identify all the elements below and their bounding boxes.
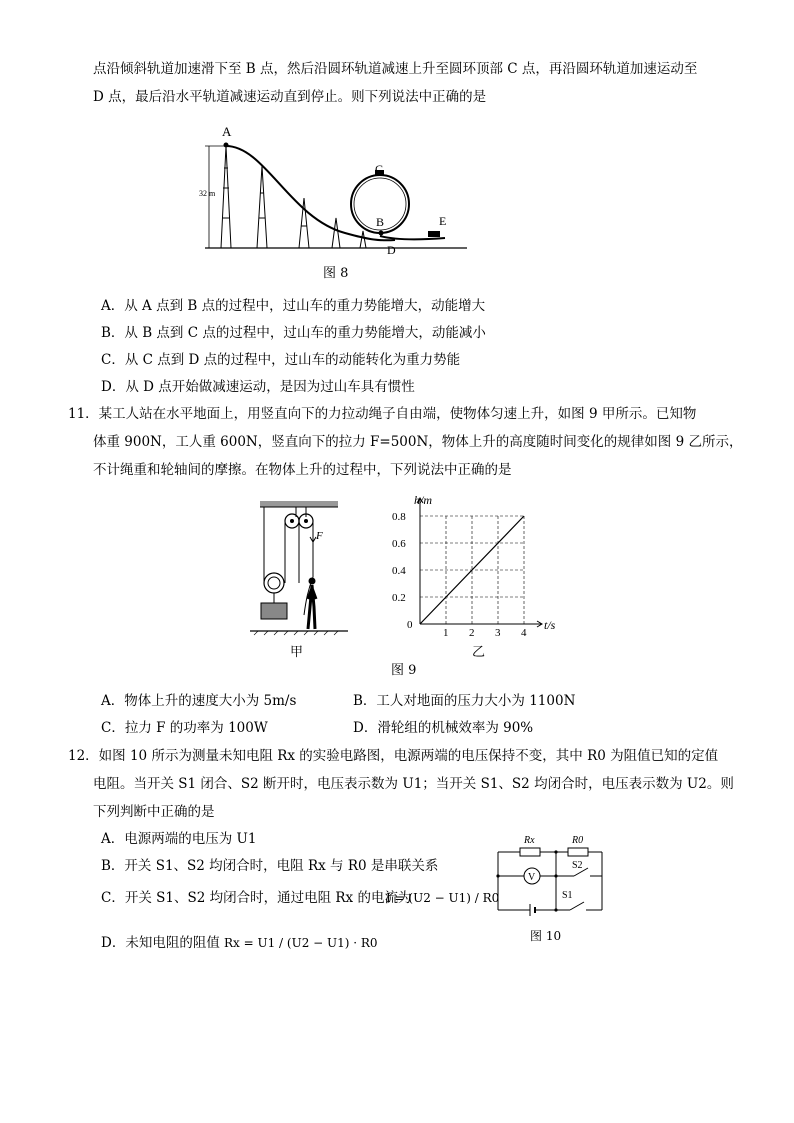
label-A: A bbox=[222, 124, 232, 139]
figure-10-caption: 图 10 bbox=[530, 929, 562, 943]
figure-9-caption: 图 9 bbox=[391, 663, 417, 678]
figure-9-jia-label: 甲 bbox=[290, 645, 304, 660]
figure-9-yi-chart bbox=[385, 492, 565, 642]
x-tick-label: 2 bbox=[469, 627, 475, 639]
figure-9-yi-label: 乙 bbox=[472, 645, 486, 660]
q12-stem-line2: 电阻。当开关 S1 闭合、S2 断开时，电压表示数为 U1；当开关 S1、S2 均闭合时，电压表示数为 U2。则 bbox=[93, 776, 734, 792]
label-R0: R0 bbox=[572, 835, 584, 846]
label-Rx: Rx bbox=[524, 835, 535, 846]
q12-option-c-formula: I = (U2 − U1) / R0 bbox=[386, 891, 500, 905]
label-V: V bbox=[528, 872, 536, 883]
q11-option-b: B．工人对地面的压力大小为 1100N bbox=[353, 693, 576, 709]
label-S2: S2 bbox=[572, 860, 583, 871]
force-label: F bbox=[316, 530, 323, 542]
figure-8-roller-coaster bbox=[195, 118, 475, 258]
q11-stem-line2: 体重 900N，工人重 600N，竖直向下的拉力 F=500N，物体上升的高度随时间变化的规律如图 9 乙所示， bbox=[93, 434, 743, 450]
height-label: 32 m bbox=[199, 189, 216, 198]
q11-option-d: D．滑轮组的机械效率为 90% bbox=[353, 720, 534, 736]
q10-option-d: D．从 D 点开始做减速运动，是因为过山车具有惯性 bbox=[101, 379, 415, 395]
figure-9-jia-pulley bbox=[248, 495, 358, 645]
q12-option-a: A．电源两端的电压为 U1 bbox=[101, 831, 257, 847]
q10-option-c: C．从 C 点到 D 点的过程中，过山车的动能转化为重力势能 bbox=[101, 352, 461, 368]
q12-stem-line3: 下列判断中正确的是 bbox=[93, 804, 215, 820]
q12-option-c: C．开关 S1、S2 均闭合时，通过电阻 Rx 的电流为 bbox=[101, 890, 412, 906]
label-B: B bbox=[376, 215, 385, 229]
label-E: E bbox=[439, 214, 447, 228]
x-tick-label: 3 bbox=[495, 627, 501, 639]
label-D: D bbox=[387, 243, 396, 257]
q12-option-d-formula: Rx = U1 / (U2 − U1) · R0 bbox=[224, 936, 378, 950]
y-tick-label: 0.2 bbox=[392, 592, 406, 604]
q11-stem-line1: 11．某工人站在水平地面上，用竖直向下的力拉动绳子自由端，使物体匀速上升，如图 9 甲所示。已知物 bbox=[68, 406, 697, 422]
y-tick-label: 0.8 bbox=[392, 511, 406, 523]
y-tick-label: 0.4 bbox=[392, 565, 406, 577]
q12-option-b: B．开关 S1、S2 均闭合时，电阻 Rx 与 R0 是串联关系 bbox=[101, 858, 439, 874]
q10-option-a: A．从 A 点到 B 点的过程中，过山车的重力势能增大，动能增大 bbox=[101, 298, 486, 314]
figure-8-caption: 图 8 bbox=[323, 266, 349, 281]
q11-option-c: C．拉力 F 的功率为 100W bbox=[101, 720, 268, 736]
x-tick-label: 4 bbox=[521, 627, 527, 639]
x-tick-label: 1 bbox=[443, 627, 449, 639]
q10-option-b: B．从 B 点到 C 点的过程中，过山车的重力势能增大，动能减小 bbox=[101, 325, 486, 341]
y-tick-label: 0.6 bbox=[392, 538, 406, 550]
x-axis-label: t/s bbox=[544, 618, 556, 632]
q10-stem-line1: 点沿倾斜轨道加速滑下至 B 点，然后沿圆环轨道减速上升至圆环顶部 C 点，再沿圆环轨道加速运动至 bbox=[93, 61, 698, 77]
origin-label: 0 bbox=[407, 619, 413, 631]
q12-option-d: D．未知电阻的阻值 bbox=[101, 935, 220, 951]
label-C: C bbox=[375, 162, 384, 176]
label-S1: S1 bbox=[562, 890, 573, 901]
q12-stem-line1: 12．如图 10 所示为测量未知电阻 Rx 的实验电路图，电源两端的电压保持不变，其中 R0 为阻值已知的定值 bbox=[68, 748, 719, 764]
y-axis-label: h/m bbox=[414, 493, 432, 507]
q11-option-a: A．物体上升的速度大小为 5m/s bbox=[101, 693, 297, 709]
q10-stem-line2: D 点，最后沿水平轨道减速运动直到停止。则下列说法中正确的是 bbox=[93, 89, 487, 105]
q11-stem-line3: 不计绳重和轮轴间的摩擦。在物体上升的过程中，下列说法中正确的是 bbox=[93, 462, 512, 478]
figure-10-circuit bbox=[490, 828, 610, 916]
